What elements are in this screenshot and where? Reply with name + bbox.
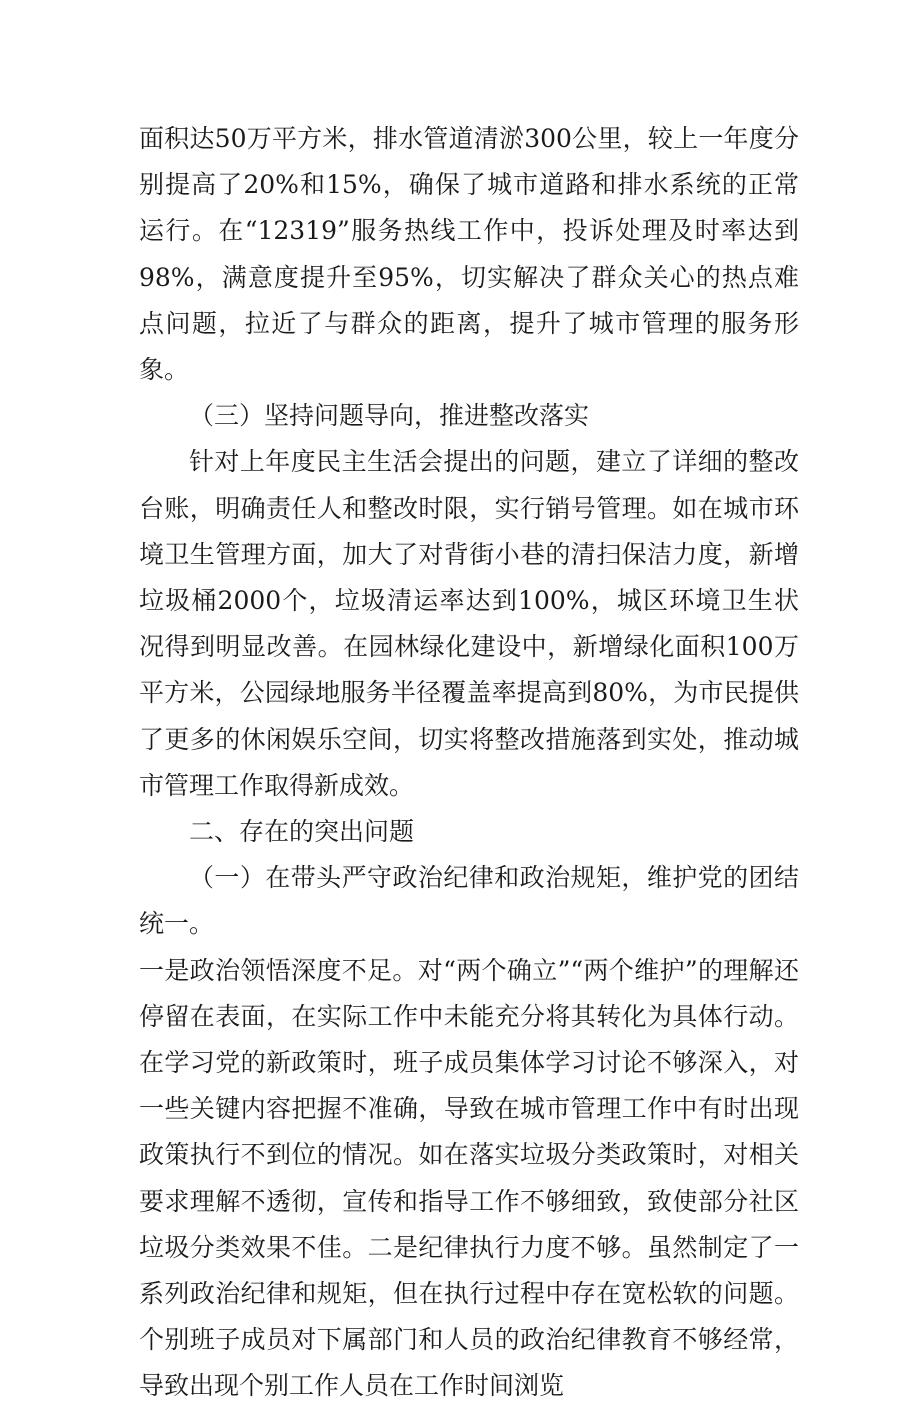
- section-heading-3: （三）坚持问题导向，推进整改落实: [189, 401, 590, 431]
- paragraph-problems: 一是政治领悟深度不足。对“两个确立”“两个维护”的理解还停留在表面，在实际工作中未能充分将其转化为具体行动。在学习党的新政策时，班子成员集体学习讨论不够深入，对一些关键内容把握不准确，导致在城市管理工作中有时出现政策执行不到位的情况。如在落实垃圾分类政策时，对相关要求理解不透彻，宣传和指导工作不够细致，致使部分社区垃圾分类效果不佳。二是纪律执行力度不够。虽然制定了一系列政治纪律和规矩，但在执行过程中存在宽松软的问题。个别班子成员对下属部门和人员的政治纪律教育不够经常，导致出现个别工作人员在工作时间浏览: [139, 955, 799, 1401]
- subsection-heading-1: （一）在带头严守政治纪律和政治规矩，维护党的团结统一。: [139, 863, 799, 939]
- paragraph-rectification: 针对上年度民主生活会提出的问题，建立了详细的整改台账，明确责任人和整改时限，实行销号管理。如在城市环境卫生管理方面，加大了对背街小巷的清扫保洁力度，新增垃圾桶2000个，垃圾清运率达到100%，城区环境卫生状况得到明显改善。在园林绿化建设中，新增绿化面积100万平方米，公园绿地服务半径覆盖率提高到80%，为市民提供了更多的休闲娱乐空间，切实将整改措施落到实处，推动城市管理工作取得新成效。: [139, 447, 799, 800]
- document-body: [139, 116, 799, 1410]
- chapter-heading-2: 二、存在的突出问题: [189, 817, 415, 847]
- paragraph-continuation: 面积达50万平方米，排水管道清淤300公里，较上一年度分别提高了20%和15%，确保了城市道路和排水系统的正常运行。在“12319”服务热线工作中，投诉处理及时率达到98%，满意度提升至95%，切实解决了群众关心的热点难点问题，拉近了与群众的距离，提升了城市管理的服务形象。: [139, 124, 799, 385]
